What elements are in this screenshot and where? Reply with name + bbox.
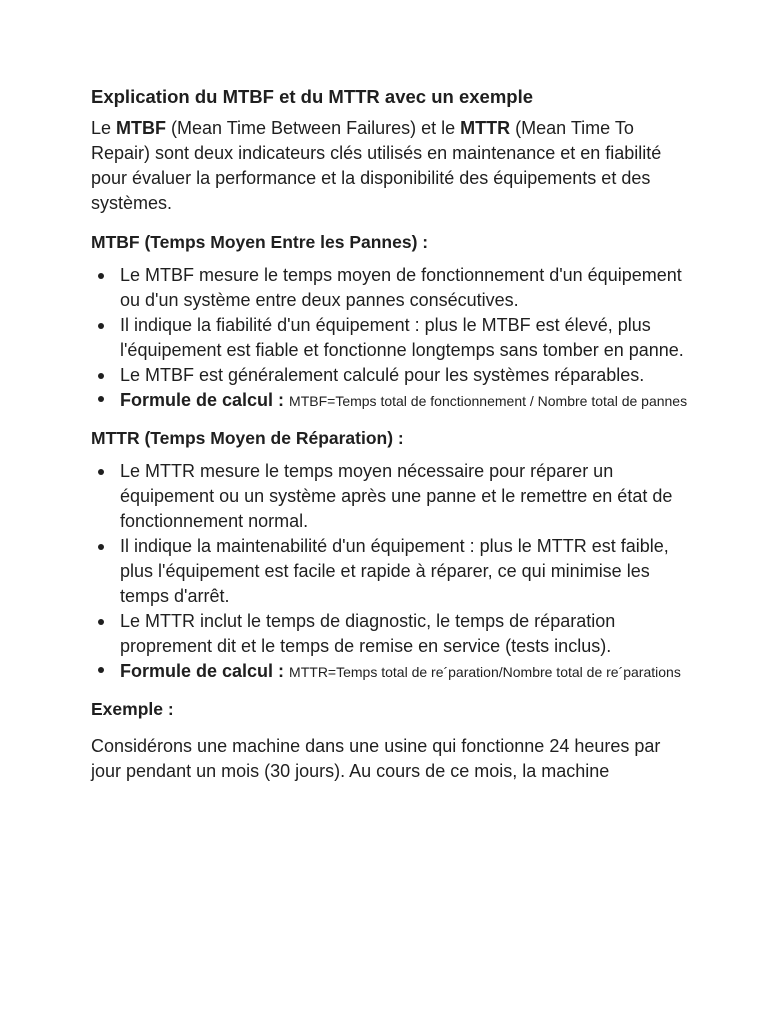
intro-text-1: Le <box>91 118 117 138</box>
mtbf-bullet-1 <box>91 263 691 313</box>
mtbf-formula: MTBF=Temps total de fonctionnement / Nombre total de pannes <box>289 393 688 409</box>
intro-mtbf-term: MTBF <box>116 118 167 138</box>
intro-paragraph <box>91 116 691 216</box>
mttr-formula-label: Formule de calcul : <box>120 661 290 681</box>
bullet-dot <box>98 273 104 279</box>
bullet-dot <box>98 469 104 475</box>
mttr-bullet-text: Il indique la maintenabilité d'un équipement : plus le MTTR est faible, plus l'équipement est facile et rapide à réparer, ce qui minimise les temps d'arrêt. <box>120 536 669 606</box>
intro-text-2: (Mean Time Between Failures) et le <box>166 118 461 138</box>
mtbf-heading: MTBF (Temps Moyen Entre les Pannes) : <box>91 232 429 252</box>
mttr-bullet-text: Le MTTR mesure le temps moyen nécessaire pour réparer un équipement ou un système après une panne et le remettre en état de fonctionnement normal. <box>120 461 673 531</box>
bullet-dot <box>98 619 104 625</box>
bullet-dot <box>98 373 104 379</box>
mttr-heading: MTTR (Temps Moyen de Réparation) : <box>91 428 404 448</box>
mtbf-formula-label: Formule de calcul : <box>120 390 290 410</box>
mtbf-bullet-text: Le MTBF est généralement calculé pour les systèmes réparables. <box>120 365 645 385</box>
mttr-bullet-1 <box>91 459 691 534</box>
mttr-bullet-3 <box>91 609 691 659</box>
mttr-bullet-2 <box>91 534 691 609</box>
mttr-list <box>91 459 691 683</box>
document-title: Explication du MTBF et du MTTR avec un exemple <box>91 86 534 107</box>
mttr-formula-item <box>91 659 691 683</box>
bullet-dot <box>98 396 104 402</box>
intro-text-3: (Mean Time To Repair) sont deux indicateurs clés utilisés en maintenance et en fiabilité pour évaluer la performance et la disponibilité des équipements et des systèmes. <box>91 118 662 213</box>
example-heading: Exemple : <box>91 699 174 719</box>
mtbf-bullet-3 <box>91 363 691 388</box>
mttr-formula: MTTR=Temps total de re´paration/Nombre total de re´parations <box>289 664 681 680</box>
document-content <box>91 84 691 784</box>
bullet-dot <box>98 667 104 673</box>
mtbf-bullet-2 <box>91 313 691 363</box>
mttr-bullet-text: Le MTTR inclut le temps de diagnostic, le temps de réparation proprement dit et le temps de remise en service (tests inclus). <box>120 611 616 656</box>
intro-mttr-term: MTTR <box>460 118 511 138</box>
mtbf-list <box>91 263 691 412</box>
bullet-dot <box>98 544 104 550</box>
mtbf-bullet-text: Le MTBF mesure le temps moyen de fonctionnement d'un équipement ou d'un système entre deux pannes consécutives. <box>120 265 682 310</box>
mtbf-formula-item <box>91 388 691 412</box>
mtbf-bullet-text: Il indique la fiabilité d'un équipement : plus le MTBF est élevé, plus l'équipement est fiable et fonctionne longtemps sans tomber en panne. <box>120 315 684 360</box>
bullet-dot <box>98 323 104 329</box>
example-paragraph: Considérons une machine dans une usine qui fonctionne 24 heures par jour pendant un mois (30 jours). Au cours de ce mois, la machine <box>91 736 661 781</box>
